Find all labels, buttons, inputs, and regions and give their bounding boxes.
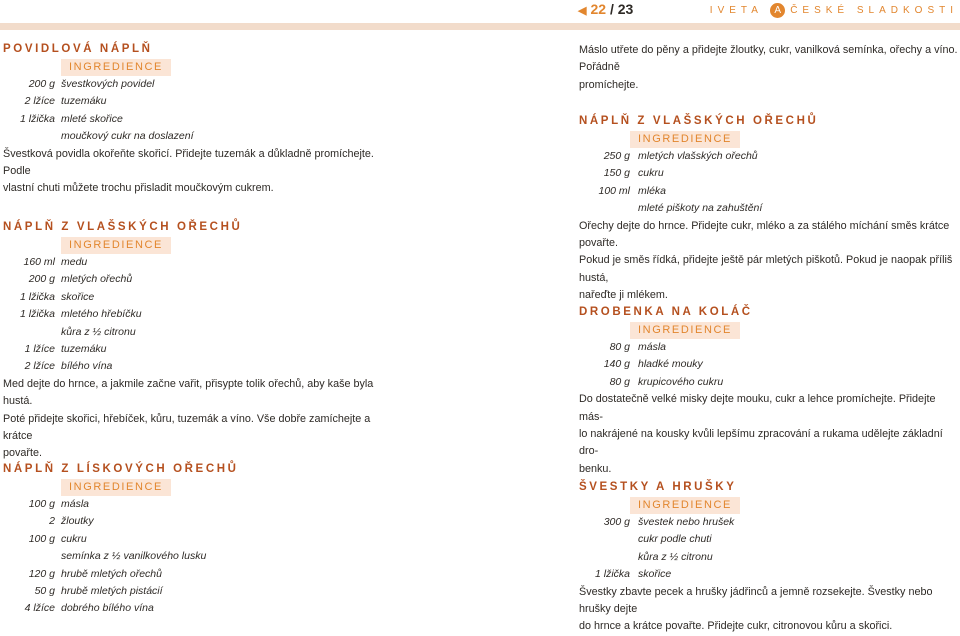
ingredients-label: INGREDIENCE <box>61 59 171 76</box>
ingredient-amount: 300 g <box>603 516 630 528</box>
recipe-title: NÁPLŇ Z LÍSKOVÝCH OŘECHŮ <box>3 463 239 475</box>
page-header <box>568 0 960 22</box>
ingredient-amount: 1 lžička <box>19 290 55 303</box>
current-page: 22 <box>590 1 607 17</box>
ingredient-amount: 80 g <box>609 375 630 388</box>
ingredient-amount: 100 ml <box>598 184 630 197</box>
ingredient-list <box>579 339 960 391</box>
ingredient-amount: 120 g <box>28 567 55 580</box>
recipe-title: ŠVESTKY A HRUŠKY <box>579 481 737 493</box>
recipe-continuation <box>579 42 960 94</box>
brand-logo-letter: A <box>770 3 785 18</box>
ingredient-row <box>3 271 381 288</box>
ingredient-row <box>579 514 960 531</box>
instruction-line: vlastní chuti můžete trochu přisladit moučkovým cukrem. <box>3 182 274 195</box>
ingredient-amount: 2 <box>49 515 55 528</box>
recipe-instructions <box>3 376 381 463</box>
ingredient-name: mletých vlašských ořechů <box>638 150 758 162</box>
ingredient-row <box>579 165 960 182</box>
ingredient-name: mléka <box>638 184 667 197</box>
ingredient-amount: 1 lžička <box>594 568 630 581</box>
ingredient-amount: 100 g <box>28 498 55 510</box>
ingredient-name: skořice <box>638 568 672 581</box>
recipe-napln-z-vlasskych-orechu-2 <box>579 114 960 305</box>
ingredients-label: INGREDIENCE <box>61 479 171 496</box>
ingredient-row <box>3 566 381 583</box>
ingredient-name: hrubě mletých ořechů <box>61 567 162 580</box>
ingredient-amount: 1 lžička <box>19 308 55 321</box>
brand-author: IVETA <box>709 5 763 16</box>
instruction-line: Poté přidejte skořici, hřebíček, kůru, tuzemák a víno. Vše dobře zamíchejte a krátce <box>3 412 371 442</box>
ingredient-row <box>579 339 960 356</box>
ingredient-amount: 50 g <box>34 584 55 597</box>
ingredient-name: másla <box>61 498 90 510</box>
ingredient-name: cukru <box>61 532 87 545</box>
ingredient-amount: 2 lžíce <box>24 360 55 373</box>
recipe-instructions <box>579 218 960 305</box>
ingredient-name: medu <box>61 256 88 268</box>
ingredient-row <box>3 324 381 341</box>
ingredient-row <box>579 566 960 583</box>
ingredient-list <box>3 496 381 618</box>
header-rule <box>0 23 960 30</box>
instruction-line: do hrnce a krátce povařte. Přidejte cukr, citronovou kůru a skořici. <box>579 620 893 633</box>
ingredient-row <box>579 356 960 373</box>
ingredient-row <box>3 583 381 600</box>
ingredients-label: INGREDIENCE <box>630 322 740 339</box>
ingredient-amount: 200 g <box>28 273 55 286</box>
recipe-napln-z-vlasskych-orechu <box>3 220 381 463</box>
ingredient-name: cukru <box>638 167 664 180</box>
ingredient-amount: 200 g <box>28 78 55 90</box>
ingredient-list <box>579 148 960 218</box>
instruction-line: Pokud je směs řídká, přidejte ještě pár mletých piškotů. Pokud je naopak příliš hustá, <box>579 254 953 284</box>
ingredient-amount: 150 g <box>603 167 630 180</box>
instruction-line: Máslo utřete do pěny a přidejte žloutky, cukr, vanilková semínka, ořechy a víno. Pořádně <box>579 44 958 74</box>
instruction-line: Švestková povidla okořeňte skořicí. Přidejte tuzemák a důkladně promíchejte. Podle <box>3 147 374 177</box>
ingredient-row <box>3 496 381 513</box>
ingredient-amount: 250 g <box>603 150 630 162</box>
ingredient-row <box>3 548 381 565</box>
ingredient-row <box>579 148 960 165</box>
ingredients-label: INGREDIENCE <box>630 131 740 148</box>
page-counter <box>578 1 633 17</box>
instruction-line: benku. <box>579 462 612 475</box>
ingredient-row <box>3 600 381 617</box>
book-brand <box>710 3 958 18</box>
instruction-line: nařeďte ji mlékem. <box>579 289 668 302</box>
ingredient-row <box>579 549 960 566</box>
brand-title: ČESKÉ SLADKOSTI <box>790 5 958 16</box>
ingredient-row <box>3 531 381 548</box>
recipe-title: NÁPLŇ Z VLAŠSKÝCH OŘECHŮ <box>3 221 243 233</box>
recipe-title: DROBENKA NA KOLÁČ <box>579 306 753 318</box>
recipe-title: NÁPLŇ Z VLAŠSKÝCH OŘECHŮ <box>579 115 819 127</box>
ingredient-name: moučkový cukr na doslazení <box>61 130 194 143</box>
ingredient-name: mletých ořechů <box>61 273 133 286</box>
ingredient-row <box>3 513 381 530</box>
ingredient-name: švestkových povidel <box>61 78 155 90</box>
ingredient-amount: 80 g <box>609 341 630 353</box>
ingredient-name: mletého hřebíčku <box>61 308 142 321</box>
ingredient-name: hladké mouky <box>638 358 703 371</box>
recipe-svestky-a-hrusky <box>579 480 960 636</box>
ingredient-name: bílého vína <box>61 360 113 373</box>
previous-page-arrow-icon[interactable]: ◀ <box>578 5 587 17</box>
recipe-instructions <box>3 146 381 198</box>
ingredient-row <box>579 531 960 548</box>
ingredient-row <box>3 93 381 110</box>
ingredient-name: mleté piškoty na zahuštění <box>638 202 763 215</box>
instruction-line: Do dostatečně velké misky dejte mouku, cukr a lehce promíchejte. Přidejte más- <box>579 393 936 423</box>
ingredient-row <box>3 254 381 271</box>
ingredient-name: krupicového cukru <box>638 375 724 388</box>
ingredient-list <box>3 76 381 146</box>
instruction-line: lo nakrájené na kousky kvůli lepšímu zpracování a rukama udělejte základní dro- <box>579 427 943 458</box>
ingredient-row <box>579 200 960 217</box>
ingredient-amount: 1 lžička <box>19 112 55 125</box>
ingredient-list <box>3 254 381 376</box>
ingredient-amount: 100 g <box>28 532 55 545</box>
recipe-napln-z-liskovych-orechu <box>3 462 381 618</box>
ingredient-name: tuzemáku <box>61 95 107 108</box>
recipe-drobenka-na-kolac <box>579 305 960 478</box>
ingredient-name: žloutky <box>61 515 94 528</box>
ingredient-row <box>579 374 960 391</box>
ingredient-amount: 2 lžíce <box>24 95 55 108</box>
ingredient-row <box>579 183 960 200</box>
ingredient-amount: 4 lžíce <box>24 602 55 615</box>
ingredient-row <box>3 289 381 306</box>
ingredient-amount: 1 lžíce <box>24 342 55 355</box>
ingredient-row <box>3 76 381 93</box>
ingredient-name: semínka z ½ vanilkového lusku <box>61 550 207 563</box>
instruction-line: promíchejte. <box>579 78 639 91</box>
ingredient-name: mleté skořice <box>61 112 123 125</box>
ingredient-row <box>3 128 381 145</box>
recipe-povidlova-napln <box>3 42 381 198</box>
instruction-line: povařte. <box>3 447 43 460</box>
ingredient-name: švestek nebo hrušek <box>638 516 735 528</box>
ingredient-row <box>3 358 381 375</box>
page-separator: / <box>609 1 614 17</box>
ingredient-name: tuzemáku <box>61 342 107 355</box>
recipe-instructions <box>579 391 960 478</box>
ingredient-list <box>579 514 960 584</box>
instruction-line: Med dejte do hrnce, a jakmile začne vařit, přisypte tolik ořechů, aby kaše byla hustá. <box>3 377 374 408</box>
ingredient-row <box>3 111 381 128</box>
ingredient-name: kůra z ½ citronu <box>61 325 136 338</box>
recipe-title: POVIDLOVÁ NÁPLŇ <box>3 43 153 55</box>
ingredient-name: skořice <box>61 290 95 303</box>
instruction-line: Ořechy dejte do hrnce. Přidejte cukr, mléko a za stálého míchání směs krátce povařte. <box>579 219 950 249</box>
recipe-instructions <box>579 584 960 636</box>
ingredient-name: kůra z ½ citronu <box>638 550 713 563</box>
ingredient-amount: 160 ml <box>23 256 55 268</box>
ingredient-name: dobrého bílého vína <box>61 602 154 615</box>
ingredient-row <box>3 306 381 323</box>
ingredients-label: INGREDIENCE <box>61 237 171 254</box>
ingredient-name: másla <box>638 341 667 353</box>
ingredient-name: cukr podle chuti <box>638 533 712 546</box>
ingredients-label: INGREDIENCE <box>630 497 740 514</box>
ingredient-amount: 140 g <box>603 358 630 371</box>
ingredient-name: hrubě mletých pistácií <box>61 584 163 597</box>
ingredient-row <box>3 341 381 358</box>
total-pages: 23 <box>617 1 634 17</box>
instruction-line: Švestky zbavte pecek a hrušky jádřinců a jemně rozsekejte. Švestky nebo hrušky dejte <box>579 585 933 615</box>
